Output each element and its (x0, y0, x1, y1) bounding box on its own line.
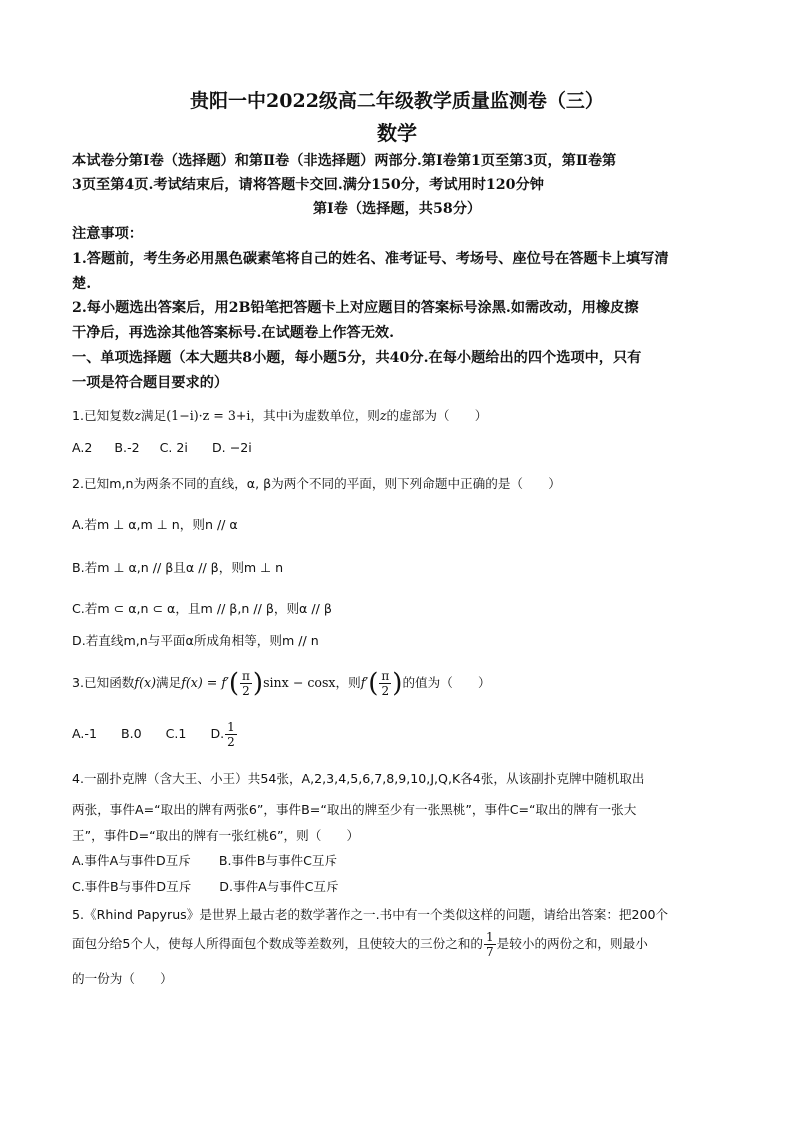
question-4-stem-b: 两张，事件A=“取出的牌有两张6”，事件B=“取出的牌至少有一张黑桃”，事件C=“取出的牌有一张大 (72, 802, 637, 817)
question-1-stem: 1.已知复数z满足(1−i)·z = 3+i，其中i为虚数单位，则z的虚部为（ ） (72, 408, 488, 423)
note-2a: 2.每小题选出答案后，用2B铅笔把答题卡上对应题目的答案标号涂黑.如需改动，用橡皮擦 (72, 300, 639, 316)
question-4-stem-a: 4.一副扑克牌（含大王、小王）共54张，A,2,3,4,5,6,7,8,9,10,J,Q,K各4张，从该副扑克牌中随机取出 (72, 771, 645, 786)
option-b: B.事件B与事件C互斥 (218, 853, 338, 868)
note-1b: 楚. (72, 276, 92, 292)
intro-line-1: 本试卷分第Ⅰ卷（选择题）和第Ⅱ卷（非选择题）两部分.第Ⅰ卷第1页至第3页，第Ⅱ卷第 (72, 153, 617, 169)
exam-title: 贵阳一中2022级高二年级教学质量监测卷（三） (190, 90, 604, 112)
pi-over-2-fraction-2: $\frac{\pi}{2}$ (381, 669, 390, 698)
question-3-stem: 3.已知函数f(x)满足f(x) = f′( $\frac{\pi}{2}$ )sinx − cosx，则f′( $\frac{\pi}{2}$ )的值为（ ） (72, 668, 491, 699)
note-2b: 干净后，再选涂其他答案标号.在试题卷上作答无效. (72, 325, 395, 341)
notes-heading: 注意事项： (72, 226, 143, 242)
one-seventh-fraction: $\frac{1}{7}$ (486, 930, 494, 959)
question-2-option-b: B.若m ⊥ α,n // β且α // β，则m ⊥ n (72, 560, 284, 575)
one-half-fraction: $\frac{1}{2}$ (227, 720, 235, 749)
question-4-stem-c: 王”，事件D=“取出的牌有一张红桃6”，则（ ） (72, 828, 360, 843)
question-3-options (72, 716, 238, 752)
question-4-options-cd (72, 876, 339, 895)
question-2-option-d: D.若直线m,n与平面α所成角相等，则m // n (72, 633, 319, 648)
option-c: C.事件B与事件D互斥 (72, 879, 192, 894)
part1-heading: 第Ⅰ卷（选择题，共58分） (312, 201, 482, 217)
option-d: D.事件A与事件C互斥 (219, 879, 339, 894)
question-1-options (72, 440, 252, 455)
option-c: C.1 (165, 726, 187, 741)
intro-line-2: 3页至第4页.考试结束后，请将答题卡交回.满分150分，考试用时120分钟 (72, 177, 544, 193)
option-c: C. 2i (159, 440, 188, 455)
note-1a: 1.答题前，考生务必用黑色碳素笔将自己的姓名、准考证号、考场号、座位号在答题卡上填写清 (72, 251, 669, 267)
option-b: B.0 (120, 726, 142, 741)
question-5-stem-a: 5.《Rhind Papyrus》是世界上最古老的数学著作之一.书中有一个类似这样的问题，请给出答案：把200个 (72, 907, 669, 922)
section1-heading-b: 一项是符合题目要求的） (72, 375, 229, 391)
option-a: A.2 (72, 440, 93, 455)
question-2-option-c: C.若m ⊂ α,n ⊂ α，且m // β,n // β，则α // β (72, 601, 332, 616)
question-5-stem-c: 的一份为（ ） (72, 971, 173, 986)
option-a: A.-1 (72, 726, 97, 741)
question-5-stem-b: 面包分给5个人，使每人所得面包个数成等差数列，且使较大的三份之和的 $\frac{1}{7}$ 是较小的两份之和，则最小 (72, 930, 648, 959)
pi-over-2-fraction: $\frac{\pi}{2}$ (242, 669, 250, 698)
option-d: D. (210, 726, 225, 741)
subject-title: 数学 (377, 121, 417, 145)
option-a: A.事件A与事件D互斥 (72, 853, 191, 868)
section1-heading-a: 一、单项选择题（本大题共8小题，每小题5分，共40分.在每小题给出的四个选项中，只有 (72, 350, 642, 366)
question-4-options-ab (72, 850, 337, 869)
question-2-stem: 2.已知m,n为两条不同的直线，α, β为两个不同的平面，则下列命题中正确的是（ ） (72, 476, 561, 491)
option-b: B.-2 (114, 440, 140, 455)
question-2-option-a: A.若m ⊥ α,m ⊥ n，则n // α (72, 517, 238, 532)
option-d: D. −2i (211, 440, 252, 455)
